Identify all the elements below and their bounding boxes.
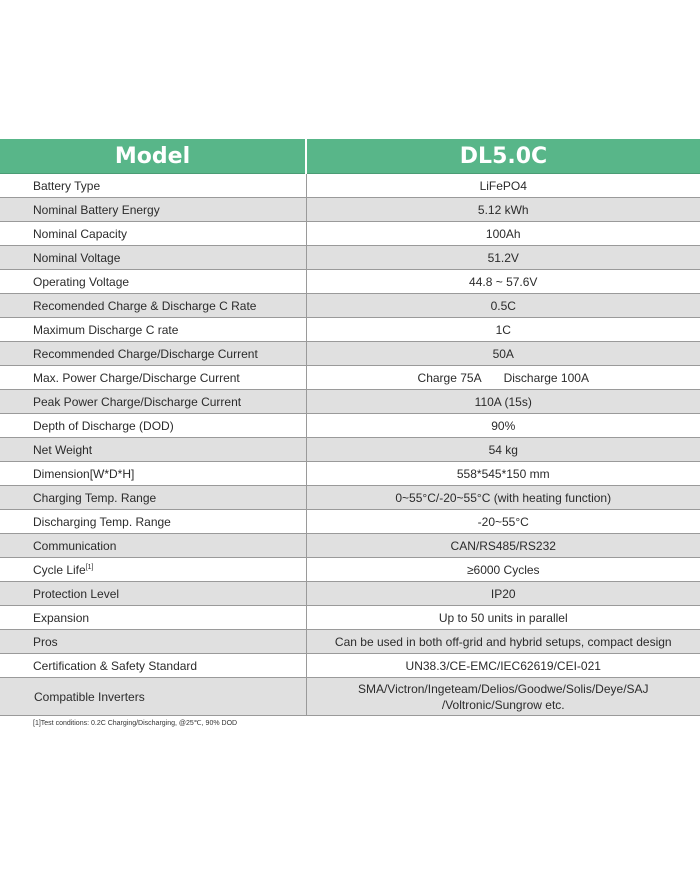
row-label: Maximum Discharge C rate bbox=[0, 318, 306, 342]
row-value: 51.2V bbox=[306, 246, 700, 270]
table-row bbox=[0, 606, 700, 630]
row-value: CAN/RS485/RS232 bbox=[306, 534, 700, 558]
table-row bbox=[0, 654, 700, 678]
table-row bbox=[0, 318, 700, 342]
row-label: Certification & Safety Standard bbox=[0, 654, 306, 678]
row-label: Expansion bbox=[0, 606, 306, 630]
charge-current-value: Charge 75A bbox=[417, 370, 482, 385]
table-row bbox=[0, 366, 700, 390]
table-row bbox=[0, 198, 700, 222]
row-label: Operating Voltage bbox=[0, 270, 306, 294]
row-label: Dimension[W*D*H] bbox=[0, 462, 306, 486]
table-row bbox=[0, 462, 700, 486]
row-label: Discharging Temp. Range bbox=[0, 510, 306, 534]
spec-table bbox=[0, 139, 700, 716]
row-value: -20~55°C bbox=[306, 510, 700, 534]
table-row bbox=[0, 246, 700, 270]
row-value: 44.8 ~ 57.6V bbox=[306, 270, 700, 294]
table-row bbox=[0, 390, 700, 414]
row-value: Up to 50 units in parallel bbox=[306, 606, 700, 630]
table-row bbox=[0, 486, 700, 510]
row-value: 0~55°C/-20~55°C (with heating function) bbox=[306, 486, 700, 510]
table-header-row bbox=[0, 139, 700, 174]
row-value: SMA/Victron/Ingeteam/Delios/Goodwe/Solis/Deye/SAJ /Voltronic/Sungrow etc. bbox=[306, 678, 700, 716]
row-label: Depth of Discharge (DOD) bbox=[0, 414, 306, 438]
table-row bbox=[0, 414, 700, 438]
row-value: 0.5C bbox=[306, 294, 700, 318]
cycle-life-label: Cycle Life bbox=[33, 562, 86, 577]
footnote-marker: [1] bbox=[85, 563, 94, 571]
row-label: Protection Level bbox=[0, 582, 306, 606]
row-value bbox=[306, 366, 700, 390]
table-row bbox=[0, 510, 700, 534]
row-value: ≥6000 Cycles bbox=[306, 558, 700, 582]
table-row bbox=[0, 294, 700, 318]
table-row bbox=[0, 438, 700, 462]
table-row bbox=[0, 222, 700, 246]
table-row bbox=[0, 342, 700, 366]
discharge-current-value: Discharge 100A bbox=[503, 370, 589, 385]
table-row bbox=[0, 270, 700, 294]
row-value: 100Ah bbox=[306, 222, 700, 246]
footnote: [1]Test conditions: 0.2C Charging/Discharging, @25℃, 90% DOD bbox=[33, 720, 238, 727]
table-row bbox=[0, 582, 700, 606]
row-value: 5.12 kWh bbox=[306, 198, 700, 222]
header-model-value: DL5.0C bbox=[306, 139, 700, 174]
table-row bbox=[0, 630, 700, 654]
row-value: LiFePO4 bbox=[306, 174, 700, 198]
row-value: 558*545*150 mm bbox=[306, 462, 700, 486]
row-value: 1C bbox=[306, 318, 700, 342]
row-label: Nominal Capacity bbox=[0, 222, 306, 246]
row-value: UN38.3/CE-EMC/IEC62619/CEI-021 bbox=[306, 654, 700, 678]
row-label: Nominal Battery Energy bbox=[0, 198, 306, 222]
row-value: IP20 bbox=[306, 582, 700, 606]
row-label: Battery Type bbox=[0, 174, 306, 198]
header-model-label: Model bbox=[0, 139, 306, 174]
row-value: Can be used in both off-grid and hybrid setups, compact design bbox=[306, 630, 700, 654]
row-value: 110A (15s) bbox=[306, 390, 700, 414]
row-label: Nominal Voltage bbox=[0, 246, 306, 270]
row-value: 90% bbox=[306, 414, 700, 438]
row-label: Charging Temp. Range bbox=[0, 486, 306, 510]
row-value: 50A bbox=[306, 342, 700, 366]
row-label: Communication bbox=[0, 534, 306, 558]
row-label: Max. Power Charge/Discharge Current bbox=[0, 366, 306, 390]
row-value: 54 kg bbox=[306, 438, 700, 462]
row-label: Pros bbox=[0, 630, 306, 654]
table-row bbox=[0, 174, 700, 198]
row-label: Recomended Charge & Discharge C Rate bbox=[0, 294, 306, 318]
row-label: Recommended Charge/Discharge Current bbox=[0, 342, 306, 366]
row-label: Compatible Inverters bbox=[0, 678, 306, 716]
row-label: Net Weight bbox=[0, 438, 306, 462]
row-label bbox=[0, 558, 306, 582]
table-row bbox=[0, 678, 700, 716]
table-row bbox=[0, 534, 700, 558]
row-label: Peak Power Charge/Discharge Current bbox=[0, 390, 306, 414]
table-row bbox=[0, 558, 700, 582]
